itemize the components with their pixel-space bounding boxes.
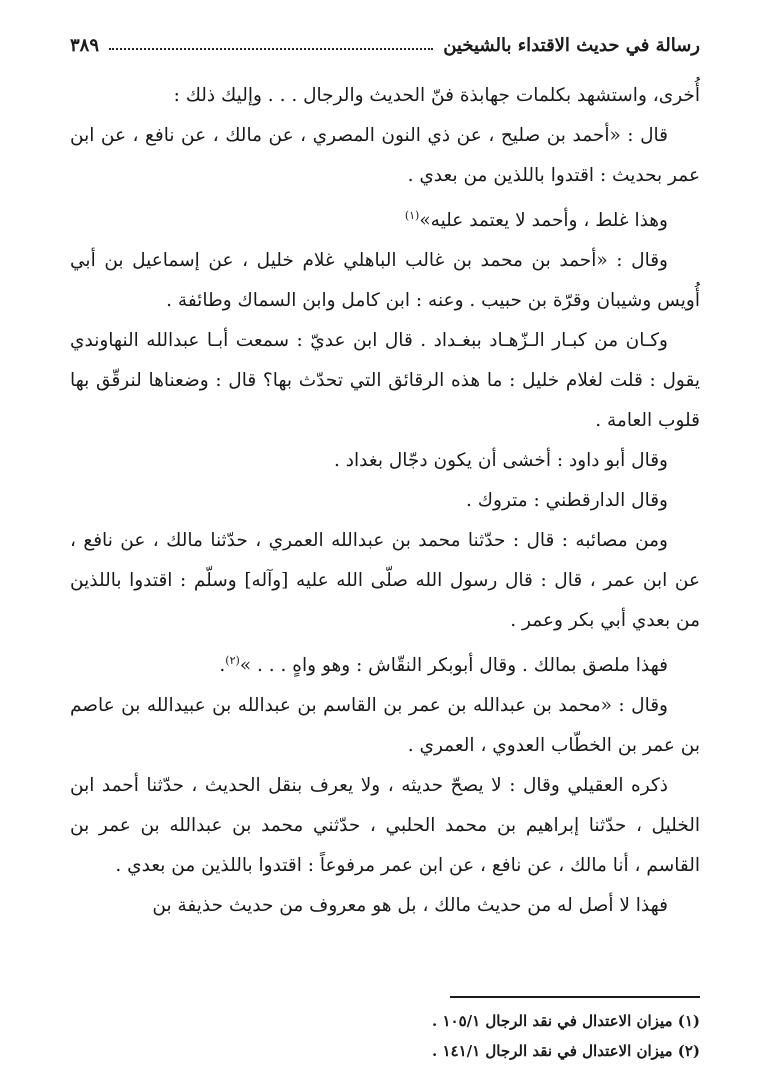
paragraph: فهذا ملصق بمالك . وقال أبوبكر النقّاش : وهو واهٍ . . . »$^{(٢)}$. [219, 654, 668, 677]
paragraph: وقال : «أحمد بن محمد بن غالب الباهلي غلام خليل ، عن إسماعيل بن أبي أُويس وشيبان وقرّة بن حبيب . وعنه : ابن كامل وابن السماك وطائفة . [70, 250, 700, 312]
paragraph: ومن مصائبه : قال : حدّثنا محمد بن عبدالله العمري ، حدّثنا مالك ، عن نافع ، عن ابن عمر ، قال : قال رسول الله صلّى الله عليه [وآله] وسلّم : اقتدوا باللذين من بعدي أبي بكر وعمر . [70, 530, 700, 632]
running-header [70, 28, 700, 62]
paragraph: قال : «أحمد بن صليح ، عن ذي النون المصري ، عن مالك ، عن نافع ، عن ابن عمر بحديث : اقتدوا باللذين من بعدي . [70, 125, 700, 186]
paragraph: وقال : «محمد بن عبدالله بن عمر بن القاسم بن عبدالله بن عبيدالله بن عاصم بن عمر بن الخطّاب العدوي ، العمري . [70, 695, 700, 757]
main-text [70, 76, 700, 926]
footnote-separator [450, 996, 700, 998]
footnote-marker: (٢) [225, 654, 240, 668]
paragraph: وقال الدارقطني : متروك . [466, 490, 668, 512]
paragraph: وهذا غلط ، وأحمد لا يعتمد عليه»$^{(١)}$ [404, 209, 668, 232]
paragraph: وقال أبو داود : أخشى أن يكون دجّال بغداد . [334, 450, 668, 472]
footnote: (٢) ميزان الاعتدال في نقد الرجال ١٤١/١ . [432, 1042, 700, 1060]
header-leader-dots [109, 48, 433, 50]
paragraph: وكـان من كبـار الـزّهـاد ببغـداد . قال ابن عديّ : سمعت أبـا عبدالله النهاوندي يقول : قلت لغلام خليل : ما هذه الرقائق التي تحدّث بها؟ قال : وضعناها لنرقّق بها قلوب العامة . [70, 330, 700, 432]
book-page [70, 28, 700, 1068]
paragraph: فهذا لا أصل له من حديث مالك ، بل هو معروف من حديث حذيفة بن [152, 895, 668, 917]
footnote-marker: (١) [404, 209, 420, 222]
footnote: (١) ميزان الاعتدال في نقد الرجال ١٠٥/١ . [432, 1012, 700, 1030]
paragraph: أُخرى، واستشهد بكلمات جهابذة فنّ الحديث والرجال . . . وإليك ذلك : [173, 85, 700, 106]
page-number: ٣٨٩ [70, 34, 100, 56]
paragraph: ذكره العقيلي وقال : لا يصحّ حديثه ، ولا يعرف بنقل الحديث ، حدّثنا أحمد ابن الخليل ، حدّثنا إبراهيم بن محمد الحلبي ، حدّثني محمد بن عبدالله بن عمر بن القاسم ، أنا مالك ، عن نافع ، عن ابن عمر مرفوعاً : اقتدوا باللذين من بعدي . [70, 775, 700, 877]
footnotes [70, 1006, 700, 1066]
running-title: رسالة في حديث الاقتداء بالشيخين [443, 34, 700, 56]
